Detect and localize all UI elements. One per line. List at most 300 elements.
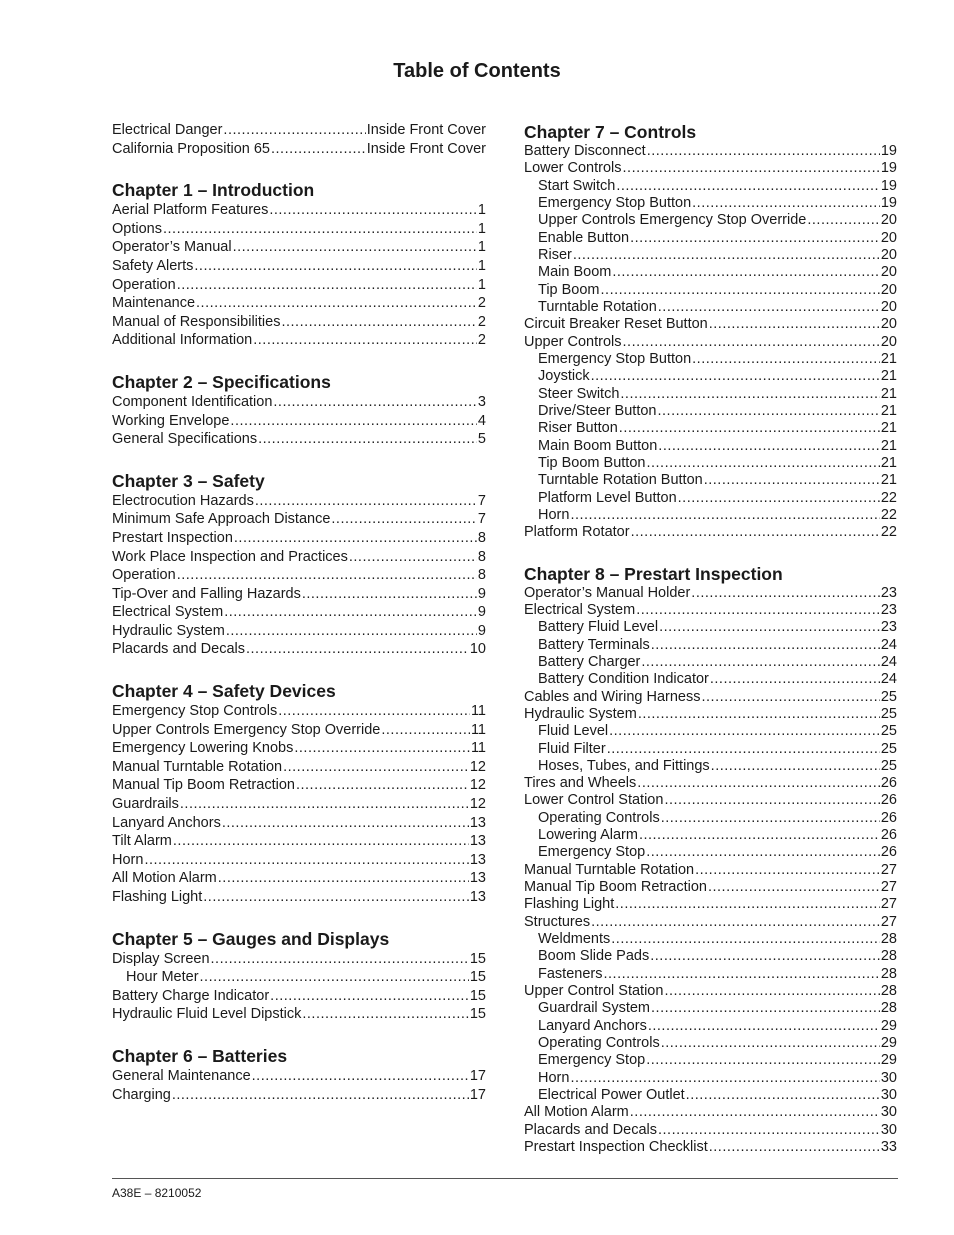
toc-entry-title: Upper Controls Emergency Stop Override bbox=[112, 721, 381, 738]
dot-leader bbox=[573, 247, 880, 264]
toc-entry-title: California Proposition 65 bbox=[112, 140, 270, 157]
toc-entry-page: 20 bbox=[880, 316, 897, 333]
toc-entry-page: 33 bbox=[880, 1139, 897, 1156]
toc-entry-title: Lanyard Anchors bbox=[538, 1017, 647, 1034]
dot-leader bbox=[709, 1139, 880, 1156]
toc-entry-emergency-lowering-knobs[interactable] bbox=[112, 739, 486, 758]
toc-entry-page: 22 bbox=[880, 506, 897, 523]
toc-entry-hour-meter[interactable] bbox=[112, 968, 486, 987]
toc-entry-title: Circuit Breaker Reset Button bbox=[524, 316, 708, 333]
toc-entry-page: 20 bbox=[880, 333, 897, 350]
toc-entry-placards-and-decals[interactable] bbox=[112, 640, 486, 659]
toc-entry-maintenance[interactable] bbox=[112, 294, 486, 313]
toc-entry-title: Battery Charger bbox=[538, 653, 641, 670]
toc-entry-flashing-light[interactable] bbox=[112, 888, 486, 907]
dot-leader bbox=[255, 492, 477, 511]
dot-leader bbox=[246, 640, 469, 659]
toc-entry-title: Tip Boom bbox=[538, 281, 600, 298]
toc-entry-title: Emergency Stop Button bbox=[538, 194, 692, 211]
toc-entry-title: Structures bbox=[524, 913, 591, 930]
toc-entry-page: 13 bbox=[469, 833, 486, 850]
toc-entry-lower-control-station[interactable] bbox=[524, 792, 897, 809]
toc-entry-title: General Maintenance bbox=[112, 1067, 251, 1084]
toc-entry-aerial-platform-features[interactable] bbox=[112, 201, 486, 220]
toc-entry-title: Manual Tip Boom Retraction bbox=[524, 879, 707, 896]
toc-entry-upper-controls-emergency-stop-override[interactable] bbox=[524, 212, 897, 229]
toc-entry-title: Work Place Inspection and Practices bbox=[112, 548, 348, 565]
toc-entry-title: Component Identification bbox=[112, 393, 273, 410]
toc-entry-title: Operating Controls bbox=[538, 1035, 660, 1052]
toc-entry-emergency-stop[interactable] bbox=[524, 1052, 897, 1069]
dot-leader bbox=[223, 121, 365, 140]
dot-leader bbox=[692, 195, 880, 212]
dot-leader bbox=[218, 869, 469, 888]
toc-entry-page: 30 bbox=[880, 1069, 897, 1086]
dot-leader bbox=[603, 966, 879, 983]
dot-leader bbox=[639, 827, 880, 844]
toc-entry-page: 21 bbox=[880, 420, 897, 437]
toc-entry-page: 27 bbox=[880, 913, 897, 930]
toc-entry-title: Electrical System bbox=[524, 601, 636, 618]
dot-leader bbox=[570, 507, 879, 524]
dot-leader bbox=[302, 585, 477, 604]
dot-leader bbox=[196, 294, 477, 313]
toc-entry-upper-control-station[interactable] bbox=[524, 983, 897, 1000]
toc-entry-title: Manual Tip Boom Retraction bbox=[112, 777, 295, 794]
toc-entry-all-motion-alarm[interactable] bbox=[524, 1104, 897, 1121]
toc-entry-title: Lower Control Station bbox=[524, 792, 664, 809]
dot-leader bbox=[612, 264, 880, 281]
toc-entry-start-switch[interactable] bbox=[524, 178, 897, 195]
dot-leader bbox=[609, 723, 880, 740]
toc-entry-operating-controls[interactable] bbox=[524, 810, 897, 827]
toc-entry-page: 12 bbox=[469, 777, 486, 794]
toc-entry-title: Lanyard Anchors bbox=[112, 814, 221, 831]
toc-entry-turntable-rotation-button[interactable] bbox=[524, 472, 897, 489]
toc-entry-page: 21 bbox=[880, 402, 897, 419]
toc-entry-general-maintenance[interactable] bbox=[112, 1067, 486, 1086]
dot-leader bbox=[615, 896, 880, 913]
chapter-heading[interactable]: Chapter 1 – Introduction bbox=[112, 180, 315, 201]
toc-entry-riser-button[interactable] bbox=[524, 420, 897, 437]
dot-leader bbox=[641, 654, 880, 671]
dot-leader bbox=[180, 795, 469, 814]
chapter-heading[interactable]: Chapter 4 – Safety Devices bbox=[112, 681, 336, 702]
toc-entry-title: Main Boom bbox=[538, 264, 612, 281]
toc-entry-lower-controls[interactable] bbox=[524, 160, 897, 177]
toc-entry-horn[interactable] bbox=[112, 851, 486, 870]
toc-entry-page: 21 bbox=[880, 350, 897, 367]
toc-entry-upper-controls[interactable] bbox=[524, 334, 897, 351]
toc-entry-title: Battery Fluid Level bbox=[538, 619, 659, 636]
toc-entry-title: Horn bbox=[112, 851, 144, 868]
toc-entry-page: 9 bbox=[477, 585, 486, 602]
toc-entry-title: Platform Rotator bbox=[524, 524, 630, 541]
dot-leader bbox=[177, 276, 477, 295]
toc-entry-page: 12 bbox=[469, 758, 486, 775]
toc-entry-battery-charge-indicator[interactable] bbox=[112, 987, 486, 1006]
toc-entry-horn[interactable] bbox=[524, 507, 897, 524]
toc-left-column bbox=[112, 121, 486, 1125]
toc-entry-title: Battery Disconnect bbox=[524, 143, 646, 159]
dot-leader bbox=[269, 201, 477, 220]
toc-entry-boom-slide-pads[interactable] bbox=[524, 948, 897, 965]
toc-entry-title: Emergency Stop bbox=[538, 1052, 646, 1069]
toc-entry-page: 28 bbox=[880, 965, 897, 982]
toc-entry-title: Operation bbox=[112, 567, 176, 584]
toc-entry-battery-condition-indicator[interactable] bbox=[524, 671, 897, 688]
dot-leader bbox=[281, 313, 476, 332]
toc-entry-flashing-light[interactable] bbox=[524, 896, 897, 913]
toc-entry-tip-boom-button[interactable] bbox=[524, 455, 897, 472]
toc-entry-page: 22 bbox=[880, 489, 897, 506]
toc-entry-title: Operator’s Manual Holder bbox=[524, 584, 691, 601]
toc-entry-page: Inside Front Cover bbox=[366, 140, 486, 157]
toc-entry-display-screen[interactable] bbox=[112, 950, 486, 969]
toc-entry-title: Emergency Stop Controls bbox=[112, 703, 278, 720]
toc-entry-tires-and-wheels[interactable] bbox=[524, 775, 897, 792]
dot-leader bbox=[252, 1067, 469, 1086]
toc-entry-title: Upper Control Station bbox=[524, 983, 664, 1000]
toc-entry-page: 23 bbox=[880, 584, 897, 601]
dot-leader bbox=[646, 455, 879, 472]
toc-entry-title: Additional Information bbox=[112, 332, 253, 349]
footer-divider bbox=[112, 1178, 898, 1179]
toc-entry-hydraulic-system[interactable] bbox=[524, 706, 897, 723]
toc-entry-platform-rotator[interactable] bbox=[524, 524, 897, 541]
dot-leader bbox=[570, 1070, 879, 1087]
toc-entry-working-envelope[interactable] bbox=[112, 412, 486, 431]
toc-entry-battery-charger[interactable] bbox=[524, 654, 897, 671]
dot-leader bbox=[616, 178, 880, 195]
toc-entry-steer-switch[interactable] bbox=[524, 386, 897, 403]
toc-entry-page: 28 bbox=[880, 931, 897, 948]
toc-entry-page: 2 bbox=[477, 313, 486, 330]
chapter-heading[interactable]: Chapter 8 – Prestart Inspection bbox=[524, 563, 783, 584]
toc-right-column bbox=[524, 121, 897, 1177]
toc-entry-electrical-power-outlet[interactable] bbox=[524, 1087, 897, 1104]
toc-entry-page: 17 bbox=[469, 1086, 486, 1103]
chapter-heading[interactable]: Chapter 2 – Specifications bbox=[112, 371, 331, 392]
dot-leader bbox=[203, 888, 469, 907]
toc-entry-title: Minimum Safe Approach Distance bbox=[112, 511, 331, 528]
toc-entry-page: 1 bbox=[477, 239, 486, 256]
toc-entry-component-identification[interactable] bbox=[112, 393, 486, 412]
toc-entry-turntable-rotation[interactable] bbox=[524, 299, 897, 316]
dot-leader bbox=[709, 316, 880, 333]
toc-entry-operating-controls[interactable] bbox=[524, 1035, 897, 1052]
toc-entry-title: Fasteners bbox=[538, 965, 603, 982]
dot-leader bbox=[591, 914, 880, 931]
toc-section bbox=[524, 121, 897, 542]
toc-entry-page: 11 bbox=[470, 740, 486, 757]
toc-entry-title: Working Envelope bbox=[112, 412, 230, 429]
toc-entry-enable-button[interactable] bbox=[524, 230, 897, 247]
dot-leader bbox=[349, 548, 477, 567]
toc-entry-page: 22 bbox=[880, 524, 897, 541]
toc-entry-page: 13 bbox=[469, 851, 486, 868]
toc-entry-page: 13 bbox=[469, 814, 486, 831]
dot-leader bbox=[172, 1086, 469, 1105]
toc-entry-upper-controls-emergency-stop-override[interactable] bbox=[112, 721, 486, 740]
toc-entry-page: 21 bbox=[880, 368, 897, 385]
dot-leader bbox=[702, 689, 880, 706]
page-title: Table of Contents bbox=[393, 60, 561, 82]
dot-leader bbox=[623, 160, 880, 177]
chapter-heading[interactable]: Chapter 5 – Gauges and Displays bbox=[112, 928, 390, 949]
toc-entry-electrical-system[interactable] bbox=[112, 603, 486, 622]
toc-entry-emergency-stop-button[interactable] bbox=[524, 351, 897, 368]
toc-entry-title: Safety Alerts bbox=[112, 257, 194, 274]
toc-entry-page: 27 bbox=[880, 861, 897, 878]
toc-entry-title: Emergency Lowering Knobs bbox=[112, 740, 294, 757]
toc-entry-page: 11 bbox=[470, 721, 486, 738]
toc-entry-page: 5 bbox=[477, 431, 486, 448]
dot-leader bbox=[711, 758, 880, 775]
toc-entry-page: 9 bbox=[477, 604, 486, 621]
toc-entry-title: Main Boom Button bbox=[538, 437, 658, 454]
toc-entry-title: Riser Button bbox=[538, 420, 618, 437]
toc-entry-page: 30 bbox=[880, 1087, 897, 1104]
dot-leader bbox=[278, 702, 470, 721]
toc-entry-operator-s-manual[interactable] bbox=[112, 238, 486, 257]
toc-entry-title: All Motion Alarm bbox=[524, 1104, 629, 1121]
toc-entry-hoses-tubes-and-fittings[interactable] bbox=[524, 758, 897, 775]
toc-entry-emergency-stop[interactable] bbox=[524, 844, 897, 861]
toc-entry-page: 20 bbox=[880, 281, 897, 298]
toc-entry-battery-terminals[interactable] bbox=[524, 637, 897, 654]
chapter-heading[interactable]: Chapter 6 – Batteries bbox=[112, 1045, 288, 1066]
dot-leader bbox=[591, 368, 880, 385]
toc-entry-page: 21 bbox=[880, 385, 897, 402]
toc-entry-title: Platform Level Button bbox=[538, 489, 677, 506]
dot-leader bbox=[144, 851, 468, 870]
toc-entry-page: 25 bbox=[880, 757, 897, 774]
toc-entry-title: Fluid Filter bbox=[538, 740, 606, 757]
toc-entry-page: 29 bbox=[880, 1035, 897, 1052]
toc-entry-page: 19 bbox=[880, 194, 897, 211]
dot-leader bbox=[331, 510, 477, 529]
dot-leader bbox=[623, 334, 880, 351]
dot-leader bbox=[637, 775, 880, 792]
toc-entry-title: Start Switch bbox=[538, 177, 616, 194]
toc-entry-page: 21 bbox=[880, 437, 897, 454]
toc-entry-weldments[interactable] bbox=[524, 931, 897, 948]
toc-entry-title: Drive/Steer Button bbox=[538, 402, 657, 419]
toc-entry-title: Hydraulic Fluid Level Dipstick bbox=[112, 1006, 302, 1023]
toc-entry-page: 19 bbox=[880, 177, 897, 194]
toc-entry-page: 2 bbox=[477, 295, 486, 312]
dot-leader bbox=[611, 931, 880, 948]
dot-leader bbox=[211, 950, 469, 969]
dot-leader bbox=[695, 862, 880, 879]
toc-entry-page: 30 bbox=[880, 1104, 897, 1121]
toc-entry-operator-s-manual-holder[interactable] bbox=[524, 585, 897, 602]
toc-entry-lanyard-anchors[interactable] bbox=[112, 814, 486, 833]
toc-entry-operation[interactable] bbox=[112, 276, 486, 295]
toc-entry-page: 1 bbox=[477, 257, 486, 274]
toc-entry-prestart-inspection[interactable] bbox=[112, 529, 486, 548]
toc-entry-page: 21 bbox=[880, 472, 897, 489]
dot-leader bbox=[270, 987, 469, 1006]
toc-entry-page: 4 bbox=[477, 412, 486, 429]
toc-entry-guardrails[interactable] bbox=[112, 795, 486, 814]
toc-entry-page: 24 bbox=[880, 653, 897, 670]
toc-entry-additional-information[interactable] bbox=[112, 331, 486, 350]
dot-leader bbox=[271, 140, 366, 159]
toc-entry-page: 1 bbox=[477, 202, 486, 219]
toc-entry-lanyard-anchors[interactable] bbox=[524, 1018, 897, 1035]
dot-leader bbox=[630, 1104, 880, 1121]
toc-entry-hydraulic-fluid-level-dipstick[interactable] bbox=[112, 1005, 486, 1024]
toc-entry-electrocution-hazards[interactable] bbox=[112, 492, 486, 511]
toc-entry-operation[interactable] bbox=[112, 566, 486, 585]
toc-entry-title: Placards and Decals bbox=[112, 641, 245, 658]
toc-entry-page: 7 bbox=[477, 511, 486, 528]
toc-entry-platform-level-button[interactable] bbox=[524, 490, 897, 507]
toc-entry-title: Electrical System bbox=[112, 604, 224, 621]
dot-leader bbox=[607, 741, 880, 758]
toc-entry-circuit-breaker-reset-button[interactable] bbox=[524, 316, 897, 333]
toc-entry-general-specifications[interactable] bbox=[112, 430, 486, 449]
toc-entry-electrical-system[interactable] bbox=[524, 602, 897, 619]
dot-leader bbox=[658, 438, 880, 455]
dot-leader bbox=[631, 524, 880, 541]
dot-leader bbox=[233, 238, 477, 257]
toc-entry-placards-and-decals[interactable] bbox=[524, 1122, 897, 1139]
toc-section bbox=[524, 563, 897, 1157]
toc-section bbox=[112, 470, 486, 659]
toc-entry-riser[interactable] bbox=[524, 247, 897, 264]
toc-entry-page: 15 bbox=[469, 1006, 486, 1023]
dot-leader bbox=[381, 721, 470, 740]
toc-entry-title: Battery Condition Indicator bbox=[538, 671, 709, 688]
toc-entry-page: 21 bbox=[880, 454, 897, 471]
toc-entry-horn[interactable] bbox=[524, 1070, 897, 1087]
toc-entry-all-motion-alarm[interactable] bbox=[112, 869, 486, 888]
toc-entry-title: Lower Controls bbox=[524, 160, 622, 177]
toc-entry-charging[interactable] bbox=[112, 1086, 486, 1105]
toc-entry-title: Operator’s Manual bbox=[112, 239, 232, 256]
toc-entry-joystick[interactable] bbox=[524, 368, 897, 385]
dot-leader bbox=[234, 529, 477, 548]
dot-leader bbox=[651, 637, 880, 654]
toc-entry-title: Cables and Wiring Harness bbox=[524, 688, 701, 705]
toc-entry-page: 23 bbox=[880, 619, 897, 636]
toc-entry-page: 23 bbox=[880, 601, 897, 618]
dot-leader bbox=[658, 299, 880, 316]
toc-entry-safety-alerts[interactable] bbox=[112, 257, 486, 276]
dot-leader bbox=[230, 412, 477, 431]
toc-entry-title: Manual Turntable Rotation bbox=[112, 758, 283, 775]
toc-entry-title: Tip-Over and Falling Hazards bbox=[112, 585, 301, 602]
toc-section bbox=[112, 371, 486, 449]
toc-entry-emergency-stop-controls[interactable] bbox=[112, 702, 486, 721]
toc-entry-page: 13 bbox=[469, 870, 486, 887]
toc-entry-title: Hydraulic System bbox=[112, 622, 225, 639]
toc-entry-title: Prestart Inspection bbox=[112, 529, 233, 546]
toc-entry-options[interactable] bbox=[112, 220, 486, 239]
toc-entry-cables-and-wiring-harness[interactable] bbox=[524, 689, 897, 706]
toc-entry-tip-over-and-falling-hazards[interactable] bbox=[112, 585, 486, 604]
toc-entry-battery-disconnect[interactable] bbox=[524, 143, 897, 160]
toc-entry-title: Tip Boom Button bbox=[538, 454, 646, 471]
toc-entry-manual-tip-boom-retraction[interactable] bbox=[524, 879, 897, 896]
dot-leader bbox=[296, 776, 469, 795]
toc-entry-title: Guardrail System bbox=[538, 1000, 651, 1017]
toc-entry-title: Emergency Stop bbox=[538, 844, 646, 861]
toc-entry-manual-tip-boom-retraction[interactable] bbox=[112, 776, 486, 795]
toc-entry-fluid-level[interactable] bbox=[524, 723, 897, 740]
toc-entry-minimum-safe-approach-distance[interactable] bbox=[112, 510, 486, 529]
toc-entry-title: All Motion Alarm bbox=[112, 870, 217, 887]
toc-entry-page: 15 bbox=[469, 969, 486, 986]
dot-leader bbox=[273, 393, 477, 412]
toc-entry-guardrail-system[interactable] bbox=[524, 1000, 897, 1017]
dot-leader bbox=[651, 1000, 880, 1017]
toc-entry-tilt-alarm[interactable] bbox=[112, 832, 486, 851]
toc-entry-drive-steer-button[interactable] bbox=[524, 403, 897, 420]
toc-entry-fasteners[interactable] bbox=[524, 966, 897, 983]
toc-entry-title: Upper Controls Emergency Stop Override bbox=[538, 212, 807, 229]
toc-entry-page: 12 bbox=[469, 796, 486, 813]
dot-leader bbox=[163, 220, 477, 239]
chapter-heading[interactable]: Chapter 7 – Controls bbox=[524, 122, 697, 142]
toc-entry-page: 24 bbox=[880, 636, 897, 653]
toc-entry-structures[interactable] bbox=[524, 914, 897, 931]
toc-entry-page: 8 bbox=[477, 529, 486, 546]
toc-entry-lowering-alarm[interactable] bbox=[524, 827, 897, 844]
toc-entry-battery-fluid-level[interactable] bbox=[524, 619, 897, 636]
toc-entry-title: Manual of Responsibilities bbox=[112, 313, 281, 330]
toc-entry-hydraulic-system[interactable] bbox=[112, 622, 486, 641]
toc-entry-manual-of-responsibilities[interactable] bbox=[112, 313, 486, 332]
toc-entry-manual-turntable-rotation[interactable] bbox=[112, 758, 486, 777]
toc-entry-title: Hour Meter bbox=[126, 969, 199, 986]
toc-entry-work-place-inspection-and-practices[interactable] bbox=[112, 548, 486, 567]
toc-entry-page: 26 bbox=[880, 827, 897, 844]
toc-entry-emergency-stop-button[interactable] bbox=[524, 195, 897, 212]
dot-leader bbox=[692, 351, 880, 368]
toc-entry-title: Turntable Rotation Button bbox=[538, 472, 703, 489]
toc-entry-tip-boom[interactable] bbox=[524, 282, 897, 299]
toc-entry-title: Options bbox=[112, 220, 162, 237]
toc-entry-page: 3 bbox=[477, 393, 486, 410]
toc-entry-title: Electrical Power Outlet bbox=[538, 1087, 685, 1104]
toc-entry-main-boom[interactable] bbox=[524, 264, 897, 281]
toc-entry-title: Turntable Rotation bbox=[538, 298, 657, 315]
toc-entry-title: Joystick bbox=[538, 368, 590, 385]
chapter-heading[interactable]: Chapter 3 – Safety bbox=[112, 470, 265, 491]
dot-leader bbox=[646, 844, 880, 861]
toc-entry-main-boom-button[interactable] bbox=[524, 438, 897, 455]
toc-entry-title: Operation bbox=[112, 276, 176, 293]
toc-entry-page: 29 bbox=[880, 1052, 897, 1069]
toc-entry-california-proposition-65[interactable] bbox=[112, 140, 486, 159]
dot-leader bbox=[619, 420, 880, 437]
dot-leader bbox=[258, 430, 477, 449]
toc-entry-page: 30 bbox=[880, 1121, 897, 1138]
dot-leader bbox=[630, 230, 880, 247]
toc-entry-title: Tilt Alarm bbox=[112, 833, 172, 850]
dot-leader bbox=[678, 490, 880, 507]
toc-entry-prestart-inspection-checklist[interactable] bbox=[524, 1139, 897, 1156]
toc-entry-fluid-filter[interactable] bbox=[524, 741, 897, 758]
toc-entry-electrical-danger[interactable] bbox=[112, 121, 486, 140]
toc-entry-manual-turntable-rotation[interactable] bbox=[524, 862, 897, 879]
toc-entry-title: Upper Controls bbox=[524, 333, 622, 350]
toc-entry-page: 20 bbox=[880, 264, 897, 281]
